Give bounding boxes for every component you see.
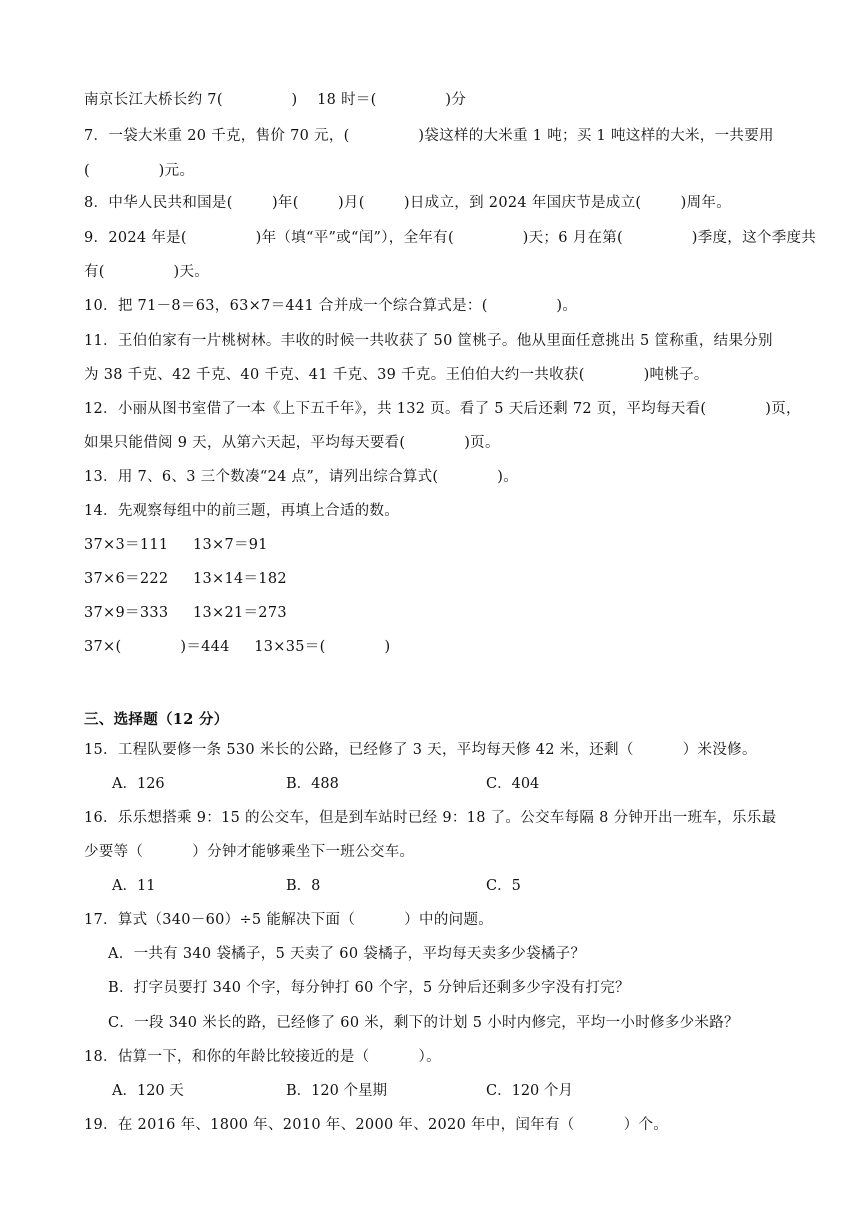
question-10: 10．把 71－8＝63，63×7＝441 合并成一个综合算式是：( )。 — [84, 298, 578, 314]
option-c: C．一段 340 米长的路，已经修了 60 米，剩下的计划 5 小时内修完，平均一小时修多少米路？ — [108, 1015, 739, 1031]
option-b: B．120 个星期 — [286, 1083, 387, 1099]
equation-row-3: 37×9＝333 13×21＝273 — [84, 605, 287, 621]
question-11-line-1: 11．王伯伯家有一片桃树林。丰收的时候一共收获了 50 筐桃子。他从里面任意挑出 5 筐称重，结果分别 — [84, 333, 773, 349]
question-9-line-2: 有( )天。 — [84, 264, 210, 280]
equation-row-1: 37×3＝111 13×7＝91 — [84, 537, 268, 553]
question-9-line-1: 9．2024 年是( )年（填“平”或“闰”），全年有( )天；6 月在第( )季度，这个季度共 — [84, 230, 817, 246]
question-8: 8．中华人民共和国是( )年( )月( )日成立，到 2024 年国庆节是成立( )周年。 — [84, 195, 731, 211]
option-a: A．120 天 — [112, 1083, 184, 1099]
option-c: C．5 — [486, 878, 521, 894]
question-18: 18．估算一下，和你的年龄比较接近的是（ ）。 — [84, 1049, 441, 1065]
option-c: C．120 个月 — [486, 1083, 573, 1099]
option-b: B．488 — [286, 776, 339, 792]
equation-row-4: 37×( )＝444 13×35＝( ) — [84, 639, 391, 655]
question-13: 13．用 7、6、3 三个数凑“24 点”，请列出综合算式( )。 — [84, 469, 519, 485]
section-heading: 三、选择题（12 分） — [84, 711, 229, 728]
option-c: C．404 — [486, 776, 540, 792]
question-12-line-2: 如果只能借阅 9 天，从第六天起，平均每天要看( )页。 — [84, 435, 500, 451]
question-11-line-2: 为 38 千克、42 千克、40 千克、41 千克、39 千克。王伯伯大约一共收获( )吨桃子。 — [84, 367, 709, 383]
question-15: 15．工程队要修一条 530 米长的公路，已经修了 3 天，平均每天修 42 米，还剩（ ）米没修。 — [84, 742, 757, 758]
option-b: B．8 — [286, 878, 321, 894]
question-17: 17．算式（340－60）÷5 能解决下面（ ）中的问题。 — [84, 912, 494, 928]
question-16-line-1: 16．乐乐想搭乘 9：15 的公交车，但是到车站时已经 9：18 了。公交车每隔 8 分钟开出一班车，乐乐最 — [84, 810, 777, 826]
option-a: A．126 — [112, 776, 165, 792]
question-14: 14．先观察每组中的前三题，再填上合适的数。 — [84, 503, 400, 519]
question-7-line-1: 7．一袋大米重 20 千克，售价 70 元，( )袋这样的大米重 1 吨；买 1 吨这样的大米，一共要用 — [84, 128, 774, 144]
question-19: 19．在 2016 年、1800 年、2010 年、2000 年、2020 年中，闰年有（ ）个。 — [84, 1117, 669, 1133]
question-12-line-1: 12．小丽从图书室借了一本《上下五千年》，共 132 页。看了 5 天后还剩 72 页，平均每天看( )页， — [84, 401, 801, 417]
text-line-bridge: 南京长江大桥长约 7( ) 18 时＝( )分 — [84, 92, 467, 108]
question-16-line-2: 少要等（ ）分钟才能够乘坐下一班公交车。 — [84, 844, 415, 860]
equation-row-2: 37×6＝222 13×14＝182 — [84, 571, 287, 587]
question-7-line-2: ( )元。 — [84, 163, 195, 179]
option-a: A．11 — [112, 878, 156, 894]
option-a: A．一共有 340 袋橘子，5 天卖了 60 袋橘子，平均每天卖多少袋橘子？ — [108, 946, 586, 962]
option-b: B．打字员要打 340 个字，每分钟打 60 个字，5 分钟后还剩多少字没有打完？ — [108, 980, 630, 996]
